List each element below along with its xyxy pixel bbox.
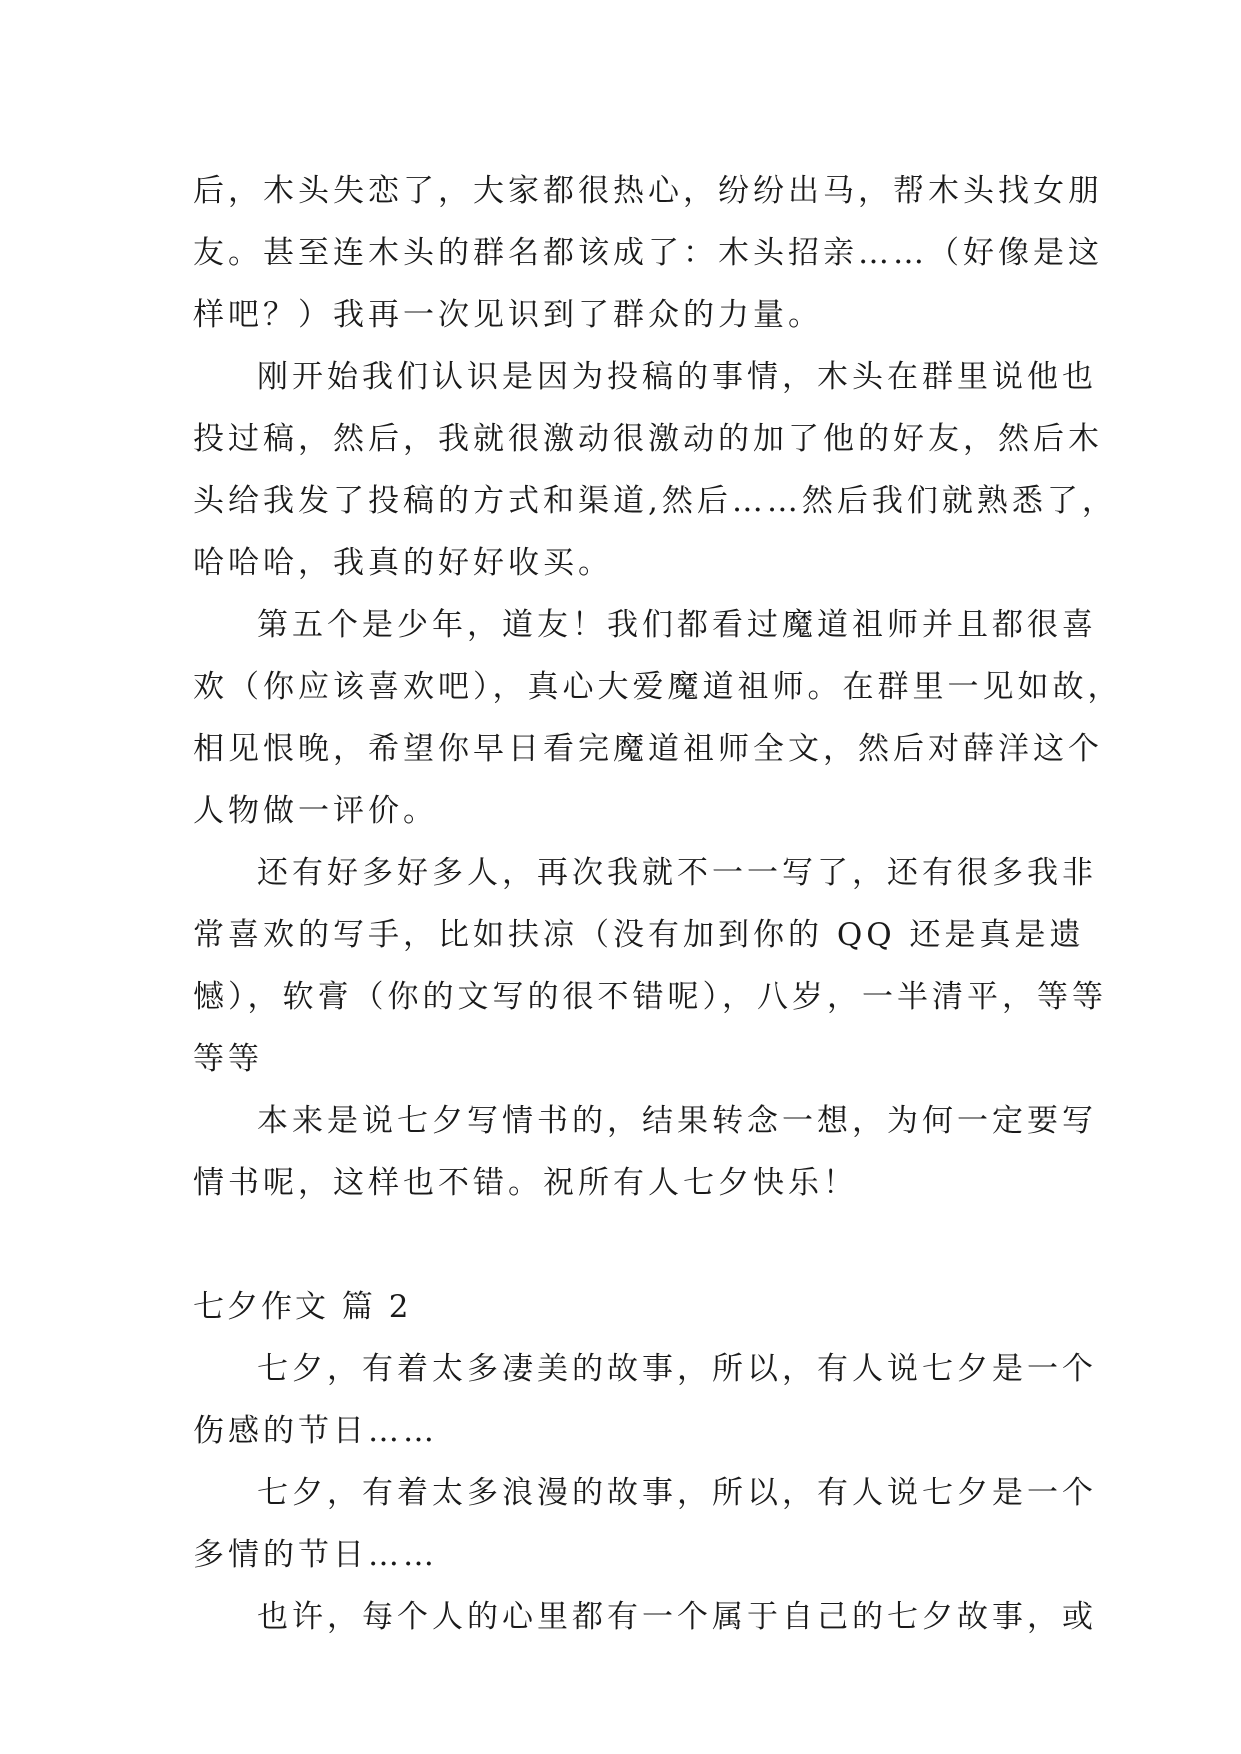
text-line: 投过稿，然后，我就很激动很激动的加了他的好友，然后木 xyxy=(193,421,1103,457)
text-line: 等等 xyxy=(193,1041,263,1077)
text-line: 人物做一评价。 xyxy=(193,793,438,829)
text-line: 后，木头失恋了，大家都很热心，纷纷出马，帮木头找女朋 xyxy=(193,173,1103,209)
text-line: 第五个是少年，道友！我们都看过魔道祖师并且都很喜 xyxy=(257,607,1097,643)
text-line: 多情的节日…… xyxy=(193,1537,438,1573)
text-line: 也许，每个人的心里都有一个属于自己的七夕故事，或 xyxy=(257,1599,1097,1635)
text-line: 七夕，有着太多浪漫的故事，所以，有人说七夕是一个 xyxy=(257,1475,1097,1511)
paragraph xyxy=(193,1586,1097,1648)
text-line: 七夕，有着太多凄美的故事，所以，有人说七夕是一个 xyxy=(257,1351,1097,1387)
text-line: 情书呢，这样也不错。祝所有人七夕快乐！ xyxy=(193,1165,858,1201)
paragraph xyxy=(193,1090,1097,1214)
paragraph xyxy=(193,346,1117,594)
paragraph xyxy=(193,160,1103,346)
text-line: 友。甚至连木头的群名都该成了：木头招亲……（好像是这 xyxy=(193,235,1103,271)
text-line: 刚开始我们认识是因为投稿的事情，木头在群里说他也 xyxy=(257,359,1097,395)
text-line: 本来是说七夕写情书的，结果转念一想，为何一定要写 xyxy=(257,1103,1097,1139)
document-body xyxy=(193,160,1123,1648)
text-line: 样吧？）我再一次见识到了群众的力量。 xyxy=(193,297,823,333)
text-line: 常喜欢的写手，比如扶凉（没有加到你的 QQ 还是真是遗 xyxy=(193,917,1085,953)
text-line: 憾），软膏（你的文写的很不错呢），八岁，一半清平，等等 xyxy=(193,979,1107,1015)
paragraph xyxy=(193,1338,1097,1462)
section-gap xyxy=(193,1214,1053,1276)
text-line: 相见恨晚，希望你早日看完魔道祖师全文，然后对薛洋这个 xyxy=(193,731,1103,767)
section-heading: 七夕作文 篇 2 xyxy=(193,1289,412,1325)
paragraph xyxy=(193,1462,1097,1586)
text-line: 哈哈哈，我真的好好收买。 xyxy=(193,545,613,581)
text-line: 还有好多好多人，再次我就不一一写了，还有很多我非 xyxy=(257,855,1097,891)
paragraph xyxy=(193,594,1123,842)
text-line: 头给我发了投稿的方式和渠道,然后……然后我们就熟悉了， xyxy=(193,483,1117,519)
text-line: 伤感的节日…… xyxy=(193,1413,438,1449)
paragraph xyxy=(193,842,1107,1090)
text-line: 欢（你应该喜欢吧），真心大爱魔道祖师。在群里一见如故， xyxy=(193,669,1123,705)
